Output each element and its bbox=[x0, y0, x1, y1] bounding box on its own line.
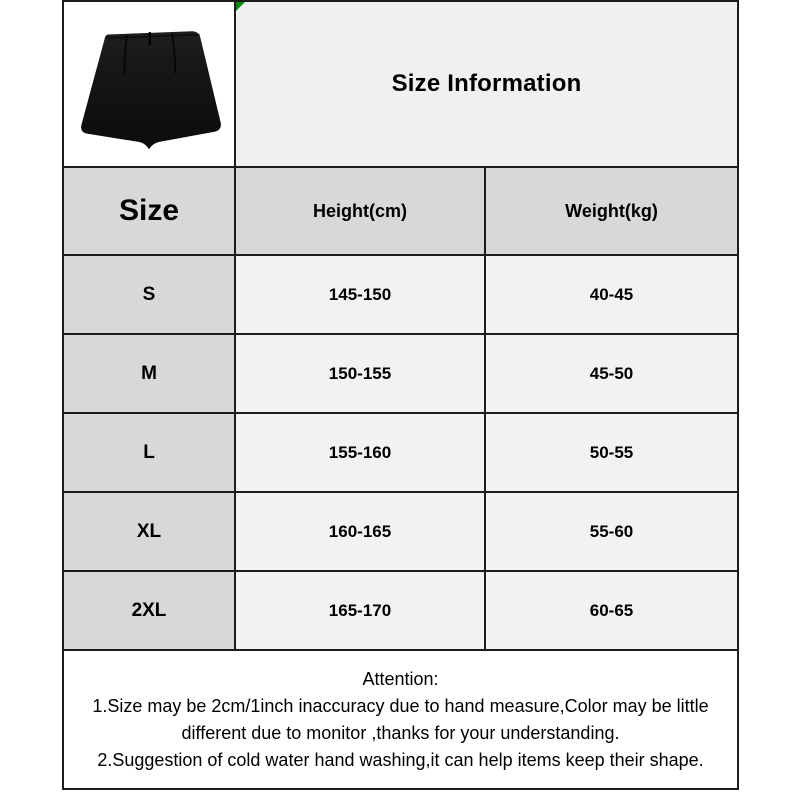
black-shorts-image bbox=[64, 2, 234, 166]
weight-value-l: 50-55 bbox=[485, 413, 738, 492]
column-header-size: Size bbox=[63, 167, 235, 255]
page-title: Size Information bbox=[391, 70, 582, 97]
size-label-l: L bbox=[63, 413, 235, 492]
product-photo-cell bbox=[63, 1, 235, 167]
table-row bbox=[63, 255, 738, 334]
height-value-m: 150-155 bbox=[235, 334, 485, 413]
table-header-row bbox=[63, 167, 738, 255]
weight-value-2xl: 60-65 bbox=[485, 571, 738, 650]
table-row bbox=[63, 413, 738, 492]
height-value-xl: 160-165 bbox=[235, 492, 485, 571]
attention-note-2: 2.Suggestion of cold water hand washing,it can help items keep their shape. bbox=[97, 749, 704, 770]
top-row bbox=[63, 1, 738, 167]
height-value-s: 145-150 bbox=[235, 255, 485, 334]
size-label-s: S bbox=[63, 255, 235, 334]
height-value-2xl: 165-170 bbox=[235, 571, 485, 650]
size-information-title-cell bbox=[235, 1, 738, 167]
attention-heading: Attention: bbox=[362, 668, 439, 689]
size-label-2xl: 2XL bbox=[63, 571, 235, 650]
attention-box bbox=[63, 650, 738, 789]
weight-value-xl: 55-60 bbox=[485, 492, 738, 571]
table-row bbox=[63, 492, 738, 571]
column-header-height: Height(cm) bbox=[235, 167, 485, 255]
column-header-weight: Weight(kg) bbox=[485, 167, 738, 255]
attention-row bbox=[63, 650, 738, 789]
height-value-l: 155-160 bbox=[235, 413, 485, 492]
size-chart-table bbox=[62, 0, 739, 790]
weight-value-m: 45-50 bbox=[485, 334, 738, 413]
size-label-xl: XL bbox=[63, 492, 235, 571]
size-label-m: M bbox=[63, 334, 235, 413]
weight-value-s: 40-45 bbox=[485, 255, 738, 334]
green-corner-marker-icon bbox=[236, 2, 245, 11]
table-row bbox=[63, 571, 738, 650]
table-row bbox=[63, 334, 738, 413]
attention-note-1: 1.Size may be 2cm/1inch inaccuracy due to hand measure,Color may be little different due to monitor ,thanks for your understanding. bbox=[92, 695, 709, 743]
